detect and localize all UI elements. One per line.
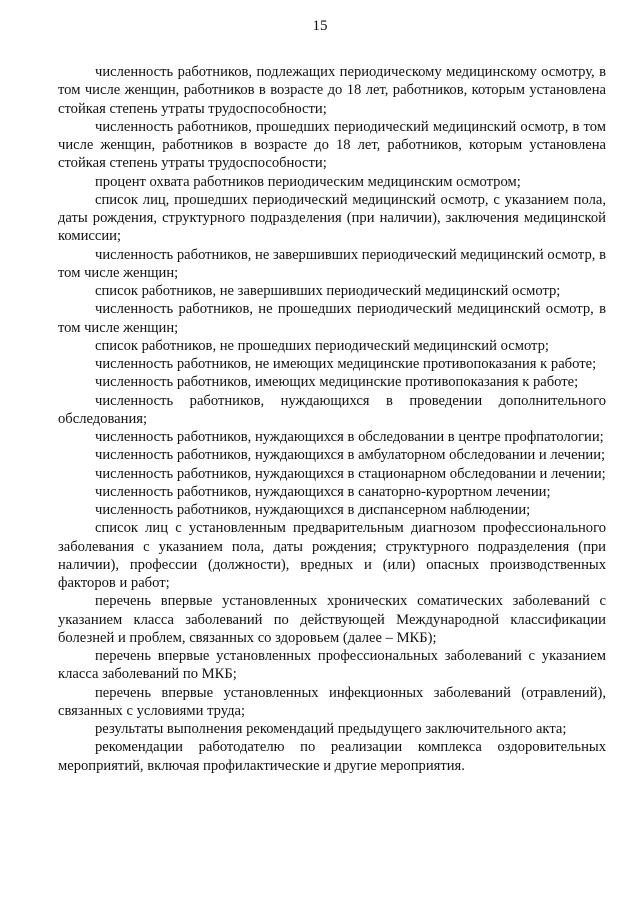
paragraph-2: численность работников, прошедших периодический медицинский осмотр, в том числе женщин, работников в возрасте до 18 лет, работников, которым установлена стойкая степень утраты трудоспособности; [58, 118, 606, 172]
paragraph-4: список лиц, прошедших периодический медицинский осмотр, с указанием пола, даты рождения, структурного подразделения (при наличии), заключения медицинской комиссии; [58, 191, 606, 245]
paragraph-5: численность работников, не завершивших периодический медицинский осмотр, в том числе женщин; [58, 246, 606, 281]
paragraph-14: численность работников, нуждающихся в стационарном обследовании и лечении; [95, 465, 606, 482]
paragraph-17: список лиц с установленным предварительным диагнозом профессионального заболевания с указанием пола, даты рождения; структурного подразделения (при наличии), профессии (должности), вредных и (или) опасных производственных факторов и работ; [58, 520, 606, 591]
paragraph-16: численность работников, нуждающихся в диспансерном наблюдении; [95, 502, 531, 518]
paragraph-22: рекомендации работодателю по реализации комплекса оздоровительных мероприятий, включая профилактические и другие мероприятия. [58, 739, 606, 774]
paragraph-9: численность работников, не имеющих медицинские противопоказания к работе; [95, 356, 597, 372]
paragraph-8: список работников, не прошедших периодический медицинский осмотр; [95, 337, 549, 354]
paragraph-18: перечень впервые установленных хронических соматических заболеваний с указанием класса заболеваний по действующей Международной классификации болезней и проблем, связанных со здоровьем (далее – МКБ); [58, 593, 606, 646]
paragraph-20: перечень впервые установленных инфекционных заболеваний (отравлений), связанных с условиями труда; [58, 684, 606, 719]
paragraph-7: численность работников, не прошедших периодический медицинский осмотр, в том числе женщин; [58, 301, 606, 336]
page-number: 15 [312, 18, 328, 34]
document-body [58, 63, 606, 775]
paragraph-21: результаты выполнения рекомендаций предыдущего заключительного акта; [95, 721, 567, 737]
paragraph-10: численность работников, имеющих медицинские противопоказания к работе; [95, 374, 579, 391]
paragraph-13: численность работников, нуждающихся в амбулаторном обследовании и лечении; [95, 447, 606, 464]
paragraph-11: численность работников, нуждающихся в проведении дополнительного обследования; [58, 392, 606, 427]
paragraph-3: процент охвата работников периодическим медицинским осмотром; [95, 173, 521, 190]
paragraph-1: численность работников, подлежащих периодическому медицинскому осмотру, в том числе женщин, работников в возрасте до 18 лет, работников, которым установлена стойкая степень утраты трудоспособности; [58, 64, 606, 117]
paragraph-12: численность работников, нуждающихся в обследовании в центре профпатологии; [95, 429, 604, 445]
paragraph-6: список работников, не завершивших периодический медицинский осмотр; [95, 283, 561, 299]
paragraph-15: численность работников, нуждающихся в санаторно-курортном лечении; [95, 483, 551, 500]
paragraph-19: перечень впервые установленных профессиональных заболеваний с указанием класса заболеваний по МКБ; [58, 648, 606, 683]
